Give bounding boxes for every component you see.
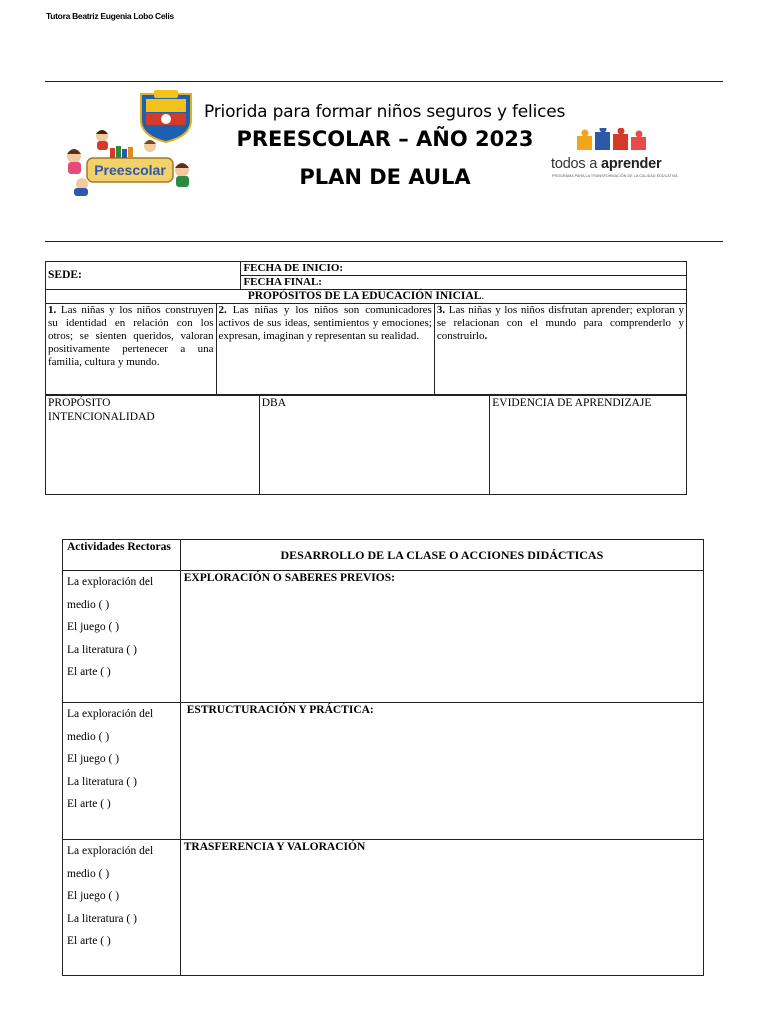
activity-medio[interactable]: medio ( ) (67, 867, 110, 880)
activity-juego[interactable]: El juego ( ) (67, 753, 120, 765)
fecha-inicio-label[interactable]: FECHA DE INICIO: (241, 262, 687, 276)
section-estructuracion[interactable]: ESTRUCTURACIÓN Y PRÁCTICA: (180, 703, 703, 840)
evidencia-cell[interactable] (490, 396, 687, 495)
top-divider (45, 81, 723, 82)
desarrollo-header: DESARROLLO DE LA CLASE O ACCIONES DIDÁCTICAS (180, 540, 703, 571)
preescolar-logo-text: Preescolar (94, 162, 166, 178)
todos-subtitle: PROGRAMA PARA LA TRANSFORMACIÓN DE LA CALIDAD EDUCATIVA (552, 174, 678, 178)
activities-cell-1 (63, 571, 181, 703)
purpose-3: 3. Las niñas y los niños disfrutan aprender; exploran y se relacionan con el mundo para comprenderlo y construirlo. (434, 304, 686, 395)
tagline: Priorida para formar niños seguros y felices (204, 102, 566, 122)
activity-medio[interactable]: medio ( ) (67, 730, 110, 743)
activities-cell-2 (63, 703, 181, 840)
todos-prefix: todos a (551, 156, 601, 172)
purpose-1: 1. Las niñas y los niños construyen su identidad en relación con los otros; se sienten queridos, valoran positivamente pertenecer a una familia, cultura y mundo. (46, 304, 217, 395)
info-table (45, 261, 687, 395)
activity-literatura[interactable]: La literatura ( ) (67, 775, 137, 788)
activity-exploracion: La exploración del (67, 708, 154, 720)
purpose-2: 2. Las niñas y los niños son comunicadores activos de sus ideas, sentimientos y emociones; expresan, imaginan y representan su realidad. (216, 304, 434, 395)
title-plan-de-aula: PLAN DE AULA (299, 165, 471, 189)
activities-cell-3 (63, 840, 181, 976)
section-exploracion[interactable]: EXPLORACIÓN O SABERES PREVIOS: (180, 571, 703, 703)
proposito-cell[interactable] (46, 396, 260, 495)
proposito-table (45, 395, 687, 495)
proposito-label: PROPÓSITO (48, 397, 111, 409)
dba-label: DBA (261, 397, 287, 409)
todos-a-aprender-logo (549, 128, 691, 180)
preescolar-logo (62, 86, 200, 196)
activity-arte[interactable]: El arte ( ) (67, 666, 111, 678)
activity-arte[interactable]: El arte ( ) (67, 798, 111, 810)
activity-exploracion: La exploración del (67, 845, 154, 857)
sede-label[interactable]: SEDE: (46, 262, 241, 290)
actividades-rectoras-header: Actividades Rectoras (63, 540, 181, 571)
class-plan-table (62, 539, 704, 976)
title-preescolar: PREESCOLAR – AÑO 2023 (236, 127, 534, 151)
activity-juego[interactable]: El juego ( ) (67, 621, 120, 633)
intencionalidad-label: INTENCIONALIDAD (48, 411, 155, 423)
activity-literatura[interactable]: La literatura ( ) (67, 912, 137, 925)
activity-juego[interactable]: El juego ( ) (67, 890, 120, 902)
header-divider (45, 241, 723, 242)
todos-bold: aprender (601, 156, 662, 172)
activity-arte[interactable]: El arte ( ) (67, 935, 111, 947)
propositos-title: PROPÓSITOS DE LA EDUCACIÓN INICIAL. (46, 290, 687, 304)
evidencia-label: EVIDENCIA DE APRENDIZAJE (492, 397, 652, 409)
activity-exploracion: La exploración del (67, 576, 154, 588)
dba-cell[interactable] (259, 396, 490, 495)
section-trasferencia[interactable]: TRASFERENCIA Y VALORACIÓN (180, 840, 703, 976)
author-name: Tutora Beatriz Eugenia Lobo Celis (46, 11, 174, 21)
fecha-final-label[interactable]: FECHA FINAL: (241, 276, 687, 290)
activity-medio[interactable]: medio ( ) (67, 598, 110, 611)
activity-literatura[interactable]: La literatura ( ) (67, 643, 137, 656)
